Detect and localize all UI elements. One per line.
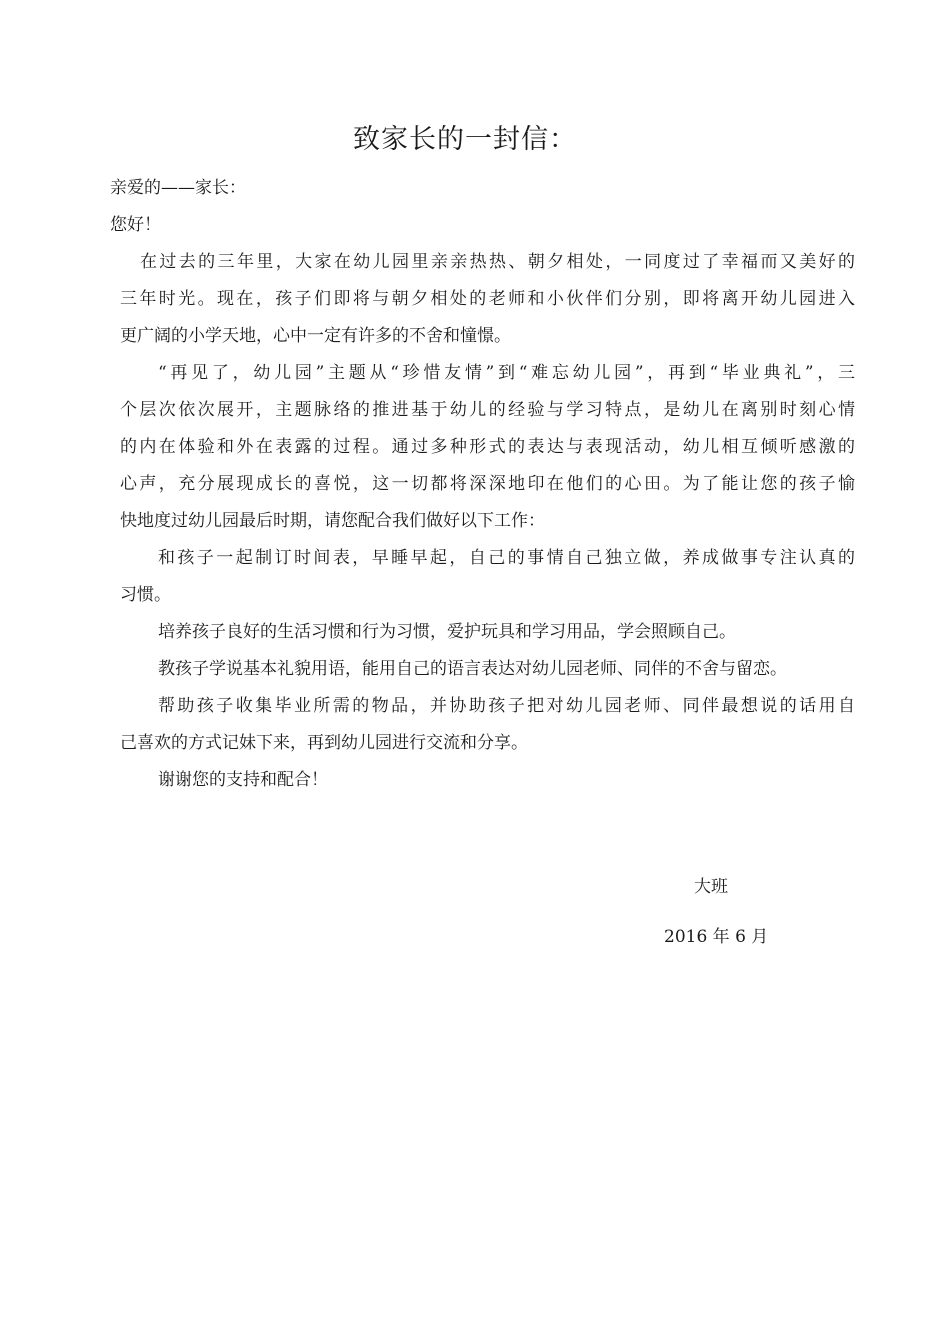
- letter-body: [110, 170, 855, 799]
- item-1-line-1: 和孩子一起制订时间表，早睡早起，自己的事情自己独立做，养成做事专注认真的: [158, 548, 855, 568]
- thanks-line: 谢谢您的支持和配合！: [158, 770, 328, 790]
- paragraph-2-line-1: “再见了，幼儿园”主题从“珍惜友情”到“难忘幼儿园”，再到“毕业典礼”，三: [158, 363, 855, 383]
- paragraph-1-line-3: 更广阔的小学天地，心中一定有许多的不舍和憧憬。: [120, 326, 511, 346]
- paragraph-2-line-2: 个层次依次展开，主题脉络的推进基于幼儿的经验与学习特点，是幼儿在离别时刻心情: [120, 400, 855, 420]
- item-3: 教孩子学说基本礼貌用语，能用自己的语言表达对幼儿园老师、同伴的不舍与留恋。: [158, 659, 787, 679]
- item-4-line-2: 己喜欢的方式记妹下来，再到幼儿园进行交流和分享。: [120, 733, 528, 753]
- paragraph-2-line-4: 心声，充分展现成长的喜悦，这一切都将深深地印在他们的心田。为了能让您的孩子愉: [120, 474, 855, 494]
- letter-title: 致家长的一封信：: [353, 124, 577, 155]
- item-2: 培养孩子良好的生活习惯和行为习惯，爱护玩具和学习用品，学会照顾自己。: [158, 622, 736, 642]
- paragraph-2-line-5: 快地度过幼儿园最后时期，请您配合我们做好以下工作：: [120, 511, 545, 531]
- signature-date: 2016 年 6 月: [664, 927, 769, 947]
- paragraph-1-line-2: 三年时光。现在，孩子们即将与朝夕相处的老师和小伙伴们分别，即将离开幼儿园进入: [120, 289, 855, 309]
- paragraph-2-line-3: 的内在体验和外在表露的过程。通过多种形式的表达与表现活动，幼儿相互倾听感激的: [120, 437, 855, 457]
- paragraph-1-line-1: 在过去的三年里，大家在幼儿园里亲亲热热、朝夕相处，一同度过了幸福而又美好的: [140, 252, 855, 272]
- signature-class: 大班: [694, 877, 728, 897]
- salutation: 亲爱的——家长：: [110, 178, 246, 198]
- item-1-line-2: 习惯。: [120, 585, 171, 605]
- item-4-line-1: 帮助孩子收集毕业所需的物品，并协助孩子把对幼儿园老师、同伴最想说的话用自: [158, 696, 855, 716]
- greeting: 您好！: [110, 215, 161, 235]
